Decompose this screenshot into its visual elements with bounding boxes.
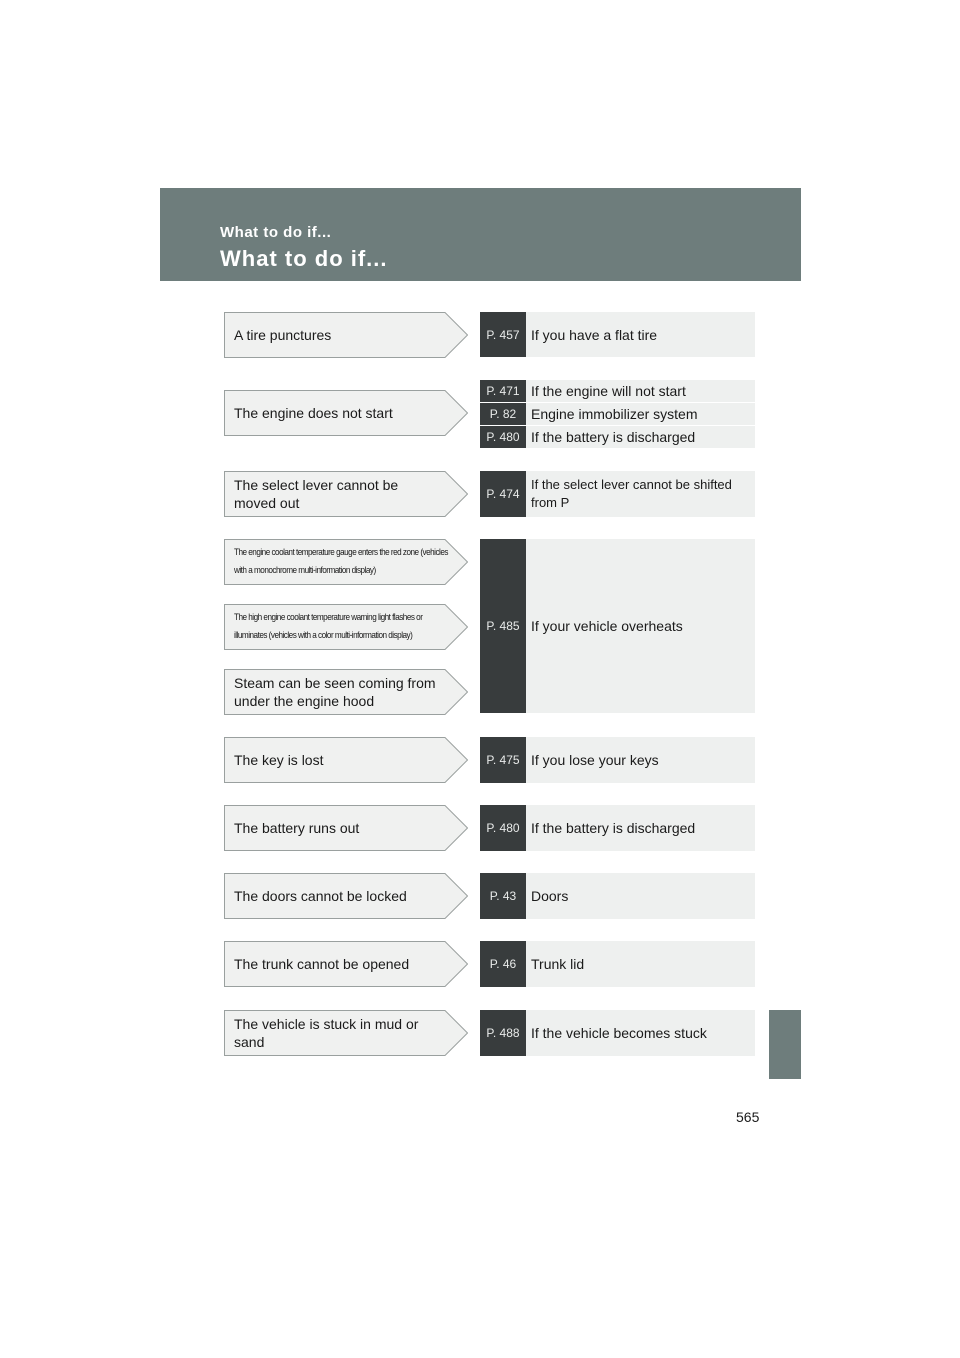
symptom-label: The trunk cannot be opened — [234, 956, 410, 972]
page-number: 565 — [736, 1109, 760, 1125]
symptom-box — [224, 539, 468, 585]
section-tab — [769, 1010, 801, 1079]
reference-row[interactable] — [480, 805, 755, 851]
symptom-label: Steam can be seen coming from under the engine hood — [234, 675, 436, 709]
running-title: What to do if... — [220, 224, 332, 241]
symptom-box — [224, 390, 468, 436]
reference-row[interactable] — [480, 737, 755, 783]
reference-title: Engine immobilizer system — [526, 403, 755, 425]
page-ref: P. 471 — [480, 380, 526, 402]
symptom-box — [224, 1010, 468, 1056]
page-ref: P. 480 — [480, 426, 526, 448]
reference-title: If you lose your keys — [526, 737, 755, 783]
symptom-label: The key is lost — [234, 752, 324, 768]
reference-row[interactable] — [480, 941, 755, 987]
symptom-box — [224, 669, 468, 715]
reference-row[interactable] — [480, 1010, 755, 1056]
symptom-label: The select lever cannot be moved out — [234, 477, 399, 511]
symptom-label: A tire punctures — [234, 327, 332, 343]
reference-title: If the battery is discharged — [526, 805, 755, 851]
symptom-label: The engine does not start — [234, 405, 393, 421]
reference-row[interactable] — [480, 426, 755, 448]
page-header — [160, 188, 801, 281]
reference-row[interactable] — [480, 873, 755, 919]
symptom-label: The engine coolant temperature gauge enters the red zone (vehicles with a monochrome multi-information display) — [234, 547, 448, 576]
page-ref: P. 474 — [480, 471, 526, 517]
page-ref: P. 82 — [480, 403, 526, 425]
page-ref: P. 480 — [480, 805, 526, 851]
reference-title: Trunk lid — [526, 941, 755, 987]
reference-row[interactable] — [480, 539, 755, 713]
page-ref: P. 475 — [480, 737, 526, 783]
symptom-label: The high engine coolant temperature warning light flashes or illuminates (vehicles with a color multi-information display) — [234, 612, 423, 641]
reference-row[interactable] — [480, 471, 755, 517]
symptom-box — [224, 873, 468, 919]
reference-row[interactable] — [480, 380, 755, 402]
symptom-box — [224, 941, 468, 987]
symptom-box — [224, 737, 468, 783]
page-title: What to do if... — [220, 246, 388, 271]
page-ref: P. 43 — [480, 873, 526, 919]
page-ref: P. 457 — [480, 312, 526, 357]
reference-title: If the battery is discharged — [526, 426, 755, 448]
reference-title: If the select lever cannot be shifted from P — [526, 471, 755, 517]
symptom-label: The vehicle is stuck in mud or sand — [234, 1016, 419, 1050]
page-ref: P. 485 — [480, 539, 526, 713]
symptom-box — [224, 805, 468, 851]
symptom-label: The battery runs out — [234, 820, 360, 836]
reference-title: If your vehicle overheats — [526, 539, 755, 713]
page-ref: P. 488 — [480, 1010, 526, 1056]
reference-title: If the engine will not start — [526, 380, 755, 402]
page-ref: P. 46 — [480, 941, 526, 987]
reference-row[interactable] — [480, 312, 755, 357]
symptom-box — [224, 312, 468, 358]
reference-title: Doors — [526, 873, 755, 919]
reference-row[interactable] — [480, 403, 755, 425]
symptom-box — [224, 604, 468, 650]
reference-title: If you have a flat tire — [526, 312, 755, 357]
symptom-box — [224, 471, 468, 517]
reference-title: If the vehicle becomes stuck — [526, 1010, 755, 1056]
symptom-label: The doors cannot be locked — [234, 888, 407, 904]
